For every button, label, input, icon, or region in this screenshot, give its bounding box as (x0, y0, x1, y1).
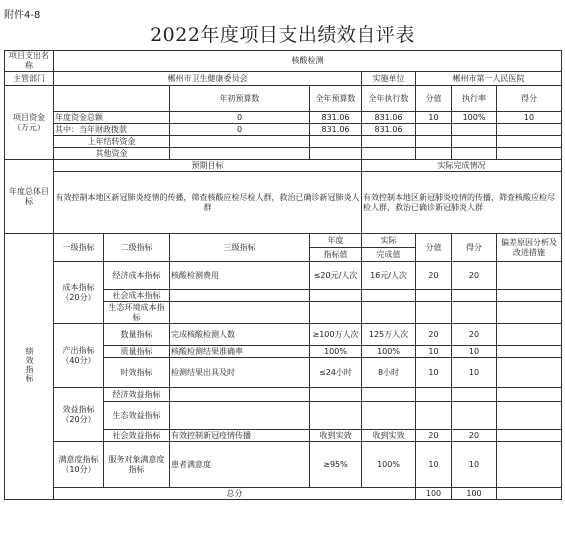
perf-l2: 数量指标 (104, 324, 170, 346)
perf-score (416, 388, 452, 402)
funds-get (497, 124, 562, 136)
perf-h-get: 得分 (452, 234, 497, 262)
perf-get (452, 302, 497, 324)
perf-l3: 患者满意度 (170, 442, 310, 488)
funds-score (416, 136, 452, 148)
perf-reason (497, 346, 562, 358)
impl-value: 郴州市第一人民医院 (416, 72, 562, 86)
perf-reason (497, 290, 562, 302)
perf-reason (497, 402, 562, 430)
funds-row (5, 112, 562, 124)
perf-score: 10 (416, 346, 452, 358)
perf-get (452, 290, 497, 302)
perf-h-l1: 一级指标 (54, 234, 104, 262)
page-title: 2022年度项目支出绩效自评表 (150, 24, 415, 46)
perf-l1-cost: 成本指标（20分） (54, 262, 104, 324)
funds-label: 上年结转资金 (54, 136, 170, 148)
perf-actual (362, 402, 416, 430)
perf-l2: 经济效益指标 (104, 388, 170, 402)
perf-get: 10 (452, 346, 497, 358)
perf-score: 20 (416, 430, 452, 442)
perf-reason (497, 430, 562, 442)
perf-score: 20 (416, 324, 452, 346)
perf-score (416, 302, 452, 324)
funds-rate: 100% (452, 112, 497, 124)
goals-row-label: 年度总体目标 (5, 160, 54, 234)
perf-l3: 完成核酸检测人数 (170, 324, 310, 346)
perf-h-actual-top: 实际 (362, 234, 416, 248)
funds-score: 10 (416, 112, 452, 124)
perf-reason (497, 442, 562, 488)
perf-reason (497, 302, 562, 324)
funds-h-full: 全年预算数 (310, 86, 362, 112)
goals-actual: 有效控制本地区新冠肺炎疫情的传播，筛查核酸应检尽检人群，救治已确诊新冠肺炎人群 (362, 172, 562, 234)
perf-reason (497, 262, 562, 290)
perf-header-row (5, 234, 562, 248)
perf-actual (362, 302, 416, 324)
funds-h-rate: 执行率 (452, 86, 497, 112)
perf-get: 10 (452, 358, 497, 388)
total-reason (497, 488, 562, 500)
perf-l3 (170, 388, 310, 402)
perf-score: 20 (416, 262, 452, 290)
perf-side-label (5, 234, 54, 500)
funds-exec (362, 136, 416, 148)
perf-h-l2: 二级指标 (104, 234, 170, 262)
perf-l3: 核酸检测费用 (170, 262, 310, 290)
perf-get: 20 (452, 430, 497, 442)
perf-l2: 经济成本指标 (104, 262, 170, 290)
funds-score (416, 124, 452, 136)
funds-rate (452, 148, 497, 160)
funds-get (497, 136, 562, 148)
perf-score (416, 290, 452, 302)
perf-reason (497, 388, 562, 402)
perf-actual (362, 388, 416, 402)
perf-actual: 16元/人次 (362, 262, 416, 290)
funds-row (5, 136, 562, 148)
goals-plan: 有效控制本地区新冠肺炎疫情的传播，筛查核酸应检尽检人群，救治已确诊新冠肺炎人群 (54, 172, 362, 234)
dept-label: 主管部门 (5, 72, 54, 86)
project-value: 核酸检测 (54, 51, 562, 72)
perf-row (5, 324, 562, 346)
self-evaluation-table (4, 50, 562, 500)
dept-value: 郴州市卫生健康委员会 (54, 72, 362, 86)
funds-h-exec: 全年执行数 (362, 86, 416, 112)
perf-actual (362, 290, 416, 302)
perf-target: ≤24小时 (310, 358, 362, 388)
perf-actual: 8小时 (362, 358, 416, 388)
funds-exec: 831.06 (362, 112, 416, 124)
perf-l1-output: 产出指标（40分） (54, 324, 104, 388)
funds-full (310, 136, 362, 148)
funds-full: 831.06 (310, 124, 362, 136)
perf-reason (497, 324, 562, 346)
funds-label: 其他资金 (54, 148, 170, 160)
funds-exec (362, 148, 416, 160)
perf-l3 (170, 290, 310, 302)
project-label: 项目支出名称 (5, 51, 54, 72)
perf-l2: 质量指标 (104, 346, 170, 358)
total-get: 100 (452, 488, 497, 500)
funds-budget (170, 136, 310, 148)
goals-header-row (5, 160, 562, 172)
perf-target: ≥95% (310, 442, 362, 488)
goals-h-actual: 实际完成情况 (362, 160, 562, 172)
perf-actual: 100% (362, 442, 416, 488)
perf-get (452, 388, 497, 402)
funds-get (497, 148, 562, 160)
dept-row (5, 72, 562, 86)
funds-label: 年度资金总额 (54, 112, 170, 124)
funds-row-label: 项目资金（万元） (5, 86, 54, 160)
funds-budget: 0 (170, 124, 310, 136)
total-score: 100 (416, 488, 452, 500)
funds-exec: 831.06 (362, 124, 416, 136)
perf-score: 10 (416, 358, 452, 388)
perf-h-year: 年度 (310, 234, 362, 248)
perf-l3: 有效控制新冠疫情传播 (170, 430, 310, 442)
perf-h-actual-bot: 完成值 (362, 248, 416, 262)
perf-get: 10 (452, 442, 497, 488)
funds-full (310, 148, 362, 160)
funds-budget (170, 148, 310, 160)
funds-h-get: 得分 (497, 86, 562, 112)
perf-l3 (170, 302, 310, 324)
funds-header-blank (54, 86, 170, 112)
perf-l1-benefit: 效益指标（20分） (54, 388, 104, 442)
funds-label: 其中：当年财政拨款 (54, 124, 170, 136)
perf-actual: 100% (362, 346, 416, 358)
perf-l2: 社会成本指标 (104, 290, 170, 302)
perf-row (5, 442, 562, 488)
funds-row (5, 148, 562, 160)
funds-header-row (5, 86, 562, 112)
funds-rate (452, 136, 497, 148)
funds-get: 10 (497, 112, 562, 124)
funds-score (416, 148, 452, 160)
total-label: 总分 (54, 488, 416, 500)
perf-h-score: 分值 (416, 234, 452, 262)
perf-score (416, 402, 452, 430)
perf-l2: 生态效益指标 (104, 402, 170, 430)
funds-full: 831.06 (310, 112, 362, 124)
project-row (5, 51, 562, 72)
perf-h-target: 指标值 (310, 248, 362, 262)
perf-get: 20 (452, 262, 497, 290)
perf-target (310, 302, 362, 324)
perf-score: 10 (416, 442, 452, 488)
perf-get (452, 402, 497, 430)
perf-side-text: 绩效指标 (25, 347, 34, 383)
perf-target: 100% (310, 346, 362, 358)
impl-label: 实施单位 (362, 72, 416, 86)
funds-h-budget: 年初预算数 (170, 86, 310, 112)
perf-get: 20 (452, 324, 497, 346)
goals-h-plan: 预期目标 (54, 160, 362, 172)
perf-l3 (170, 402, 310, 430)
funds-row (5, 124, 562, 136)
perf-l1-satis: 满意度指标（10分） (54, 442, 104, 488)
perf-target (310, 402, 362, 430)
perf-l3: 检测结果出具及时 (170, 358, 310, 388)
perf-l2: 时效指标 (104, 358, 170, 388)
perf-l2: 社会效益指标 (104, 430, 170, 442)
funds-rate (452, 124, 497, 136)
annex-label: 附件4-8 (4, 10, 41, 21)
perf-target (310, 388, 362, 402)
perf-target: 收到实效 (310, 430, 362, 442)
perf-l2: 服务对象满意度指标 (104, 442, 170, 488)
perf-target: ≥100万人次 (310, 324, 362, 346)
perf-h-l3: 三级指标 (170, 234, 310, 262)
perf-reason (497, 358, 562, 388)
perf-actual: 收到实效 (362, 430, 416, 442)
funds-h-score: 分值 (416, 86, 452, 112)
perf-h-reason: 偏差原因分析及改进措施 (497, 234, 562, 262)
perf-l3: 核酸检测结果准确率 (170, 346, 310, 358)
perf-l2: 生态环境成本指标 (104, 302, 170, 324)
perf-target (310, 290, 362, 302)
perf-row (5, 262, 562, 290)
perf-target: ≤20元/人次 (310, 262, 362, 290)
funds-budget: 0 (170, 112, 310, 124)
goals-content-row (5, 172, 562, 234)
total-row (5, 488, 562, 500)
perf-row (5, 388, 562, 402)
perf-actual: 125万人次 (362, 324, 416, 346)
